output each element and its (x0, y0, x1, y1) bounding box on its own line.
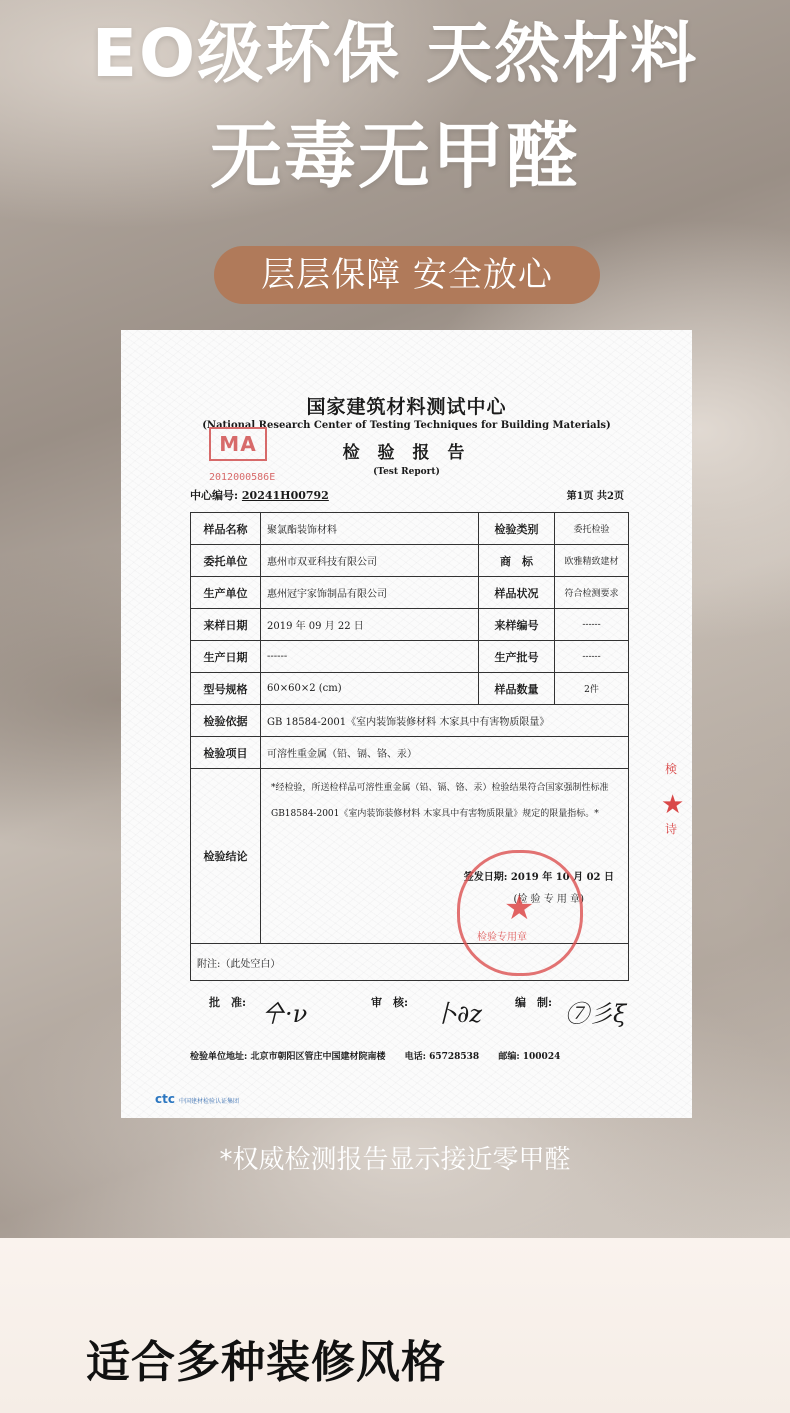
row-value: 惠州市双亚科技有限公司 (261, 545, 479, 577)
row-label: 样品名称 (191, 513, 261, 545)
cma-stamp-icon: MA (209, 427, 267, 461)
row-label: 样品状况 (479, 577, 555, 609)
approve-label: 批 准: (209, 996, 247, 1009)
table-row (191, 705, 629, 737)
row-value: ------ (555, 641, 629, 673)
certificate-title-en: (National Research Center of Testing Techniques for Building Materials) (202, 420, 611, 431)
address-line (190, 1049, 680, 1062)
row-value: 委托检验 (555, 513, 629, 545)
table-row (191, 513, 629, 545)
headline-line-1: EO级环保 天然材料 (91, 15, 699, 92)
edit-label: 编 制: (515, 996, 553, 1009)
row-label: 商 标 (479, 545, 555, 577)
row-label: 生产单位 (191, 577, 261, 609)
section-title: 适合多种装修风格 (86, 1337, 446, 1388)
center-number-value: 20241H00792 (241, 489, 329, 502)
basis-value: GB 18584-2001《室内装饰装修材料 木家具中有害物质限量》 (261, 705, 629, 737)
certificate-title: 国家建筑材料测试中心 (306, 396, 507, 418)
row-value: 聚氯酯装饰材料 (261, 513, 479, 545)
reviewer-signature-icon: 卜∂z (433, 1000, 483, 1028)
row-label: 型号规格 (191, 673, 261, 705)
note-cell: 附注:（此处空白） (191, 944, 629, 981)
conclusion-text: *经检验，所送检样品可溶性重金属（铅、镉、铬、汞）检验结果符合国家强制性标准 GB18584-2001《室内装饰装修材料 木家具中有害物质限量》规定的限量指标。* (271, 783, 609, 819)
table-row (191, 673, 629, 705)
row-value: 欧雅精致建材 (555, 545, 629, 577)
row-label: 检验类别 (479, 513, 555, 545)
center-number-label: 中心编号: (190, 489, 239, 502)
approver-signature-icon: 㐃·ν (261, 1000, 308, 1028)
table-row (191, 641, 629, 673)
phone: 电话: 65728538 (404, 1052, 480, 1062)
test-report-certificate (121, 330, 692, 1118)
row-value: 惠州冠宇家饰制品有限公司 (261, 577, 479, 609)
row-value: 2件 (555, 673, 629, 705)
table-row (191, 737, 629, 769)
edge-seal-icon: 検 ★ 诗 (661, 762, 685, 836)
center-number (190, 487, 329, 503)
report-heading: 检 验 报 告 (342, 443, 471, 463)
seal-label: 检验专用章 (477, 932, 527, 943)
basis-label: 检验依据 (191, 705, 261, 737)
row-label: 委托单位 (191, 545, 261, 577)
report-caption: *权威检测报告显示接近零甲醛 (219, 1145, 571, 1175)
items-value: 可溶性重金属（铅、镉、铬、汞） (261, 737, 629, 769)
style-section (0, 1238, 790, 1413)
address: 检验单位地址: 北京市朝阳区管庄中国建材院南楼 (190, 1052, 386, 1062)
review-label: 审 核: (371, 996, 409, 1009)
ctc-text: 中国建材检验认证集团 (178, 1098, 239, 1105)
row-value: 60×60×2 (cm) (261, 673, 479, 705)
row-label: 生产批号 (479, 641, 555, 673)
table-row (191, 609, 629, 641)
table-row (191, 545, 629, 577)
postcode: 邮编: 100024 (498, 1052, 561, 1062)
assurance-pill: 层层保障 安全放心 (214, 246, 600, 304)
row-label: 生产日期 (191, 641, 261, 673)
seal-star-icon: ★ (504, 888, 535, 928)
report-heading-en: (Test Report) (373, 467, 440, 477)
table-row (191, 577, 629, 609)
seal-caption: (检 验 专 用 章) (513, 894, 584, 905)
headline-line-2: 无毒无甲醛 (209, 114, 580, 198)
row-label: 来样日期 (191, 609, 261, 641)
row-value: 2019 年 09 月 22 日 (261, 609, 479, 641)
page-indicator: 第1页 共2页 (566, 491, 624, 502)
row-value: ------ (555, 609, 629, 641)
row-value: 符合检测要求 (555, 577, 629, 609)
row-label: 样品数量 (479, 673, 555, 705)
issue-date: 签发日期: 2019 年 10 月 02 日 (463, 872, 614, 883)
editor-signature-icon: ⑦彡ξ (565, 1000, 627, 1028)
ctc-logo-icon: ctc 中国建材检验认证集团 (155, 1092, 239, 1106)
row-label: 来样编号 (479, 609, 555, 641)
conclusion-label: 检验结论 (191, 769, 261, 944)
row-value: ------ (261, 641, 479, 673)
items-label: 检验项目 (191, 737, 261, 769)
cma-number: 2012000586E (209, 472, 276, 483)
